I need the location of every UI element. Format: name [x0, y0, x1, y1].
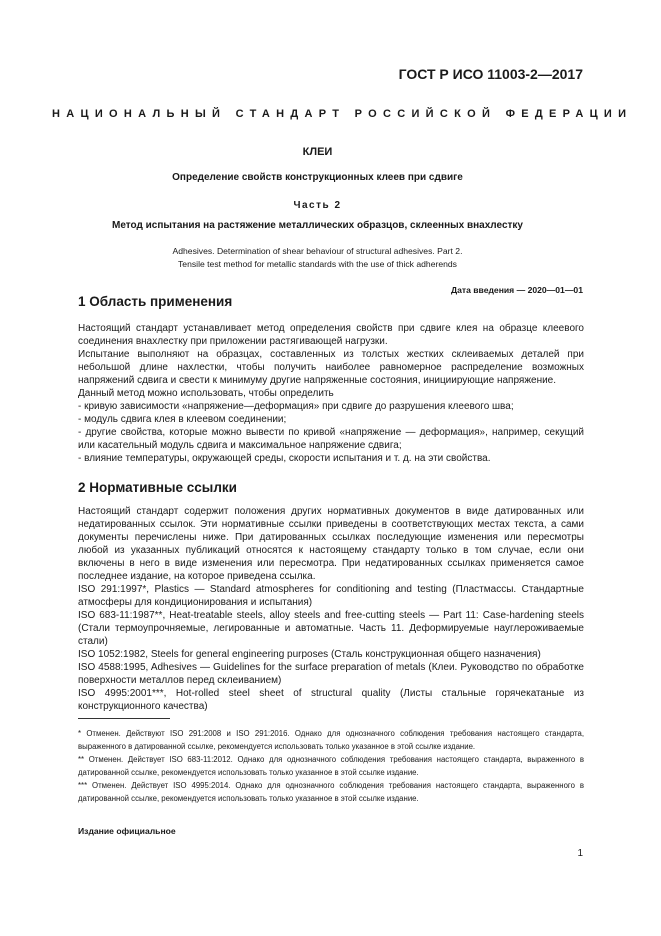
- title-part: Часть 2: [293, 200, 342, 211]
- title-english: [52, 245, 583, 271]
- document-number: ГОСТ Р ИСО 11003-2—2017: [398, 66, 583, 82]
- footnote-divider: [78, 718, 170, 719]
- title-english-line-1: Adhesives. Determination of shear behaviour of structural adhesives. Part 2.: [172, 246, 463, 256]
- page-number: 1: [577, 848, 583, 859]
- footnote: ** Отменен. Действует ISO 683-11:2012. Однако для однозначного соблюдения требования настоящего стандарта, выраженного в датированной ссылке, рекомендуется использовать только указанное в этой ссылке издание.: [78, 755, 584, 777]
- reference-item: ISO 4995:2001***, Hot-rolled steel sheet of structural quality (Листы стальные горячекатаные из конструкционного качества): [78, 688, 584, 712]
- list-item: - другие свойства, которые можно вывести по кривой «напряжение — деформация», например, секущий или касательный модуль сдвига и максимальное напряжение сдвига;: [78, 427, 584, 451]
- footnote: *** Отменен. Действует ISO 4995:2014. Однако для однозначного соблюдения требования настоящего стандарта, выраженного в датированной ссылке, рекомендуется использовать только указанное в этой ссылке издание.: [78, 781, 584, 803]
- list-item: - модуль сдвига клея в клеевом соединении;: [78, 414, 287, 425]
- section-2-heading: 2 Нормативные ссылки: [78, 480, 237, 495]
- title-english-line-2: Tensile test method for metallic standards with the use of thick adherends: [178, 259, 457, 269]
- reference-item: ISO 1052:1982, Steels for general engineering purposes (Сталь конструкционная общего назначения): [78, 649, 541, 660]
- section-1-heading: 1 Область применения: [78, 294, 233, 309]
- footnote: * Отменен. Действуют ISO 291:2008 и ISO 291:2016. Однако для однозначного соблюдения требования настоящего стандарта, выраженного в датированной ссылке, рекомендуется использовать только указанное в этой ссылке издание.: [78, 729, 584, 751]
- paragraph: Настоящий стандарт содержит положения других нормативных документов в виде датированных или недатированных ссылок. Эти нормативные ссылки приведены в соответствующих местах текста, а сами документы перечислены ниже. При датированных ссылках последующие изменения или пересмотры любой из указанных публикаций относятся к настоящему стандарту только в том случае, если они включены в него в виде изменения или пересмотра. При недатированных ссылках применяется самое последнее издание, на которое приведена ссылка.: [78, 506, 584, 582]
- title-subtitle: Определение свойств конструкционных клеев при сдвиге: [172, 172, 463, 183]
- footnotes: [78, 727, 584, 805]
- list-item: - кривую зависимости «напряжение—деформация» при сдвиге до разрушения клеевого шва;: [78, 401, 514, 412]
- introduction-date: Дата введения — 2020—01—01: [450, 285, 583, 295]
- national-standard-banner: НАЦИОНАЛЬНЫЙ СТАНДАРТ РОССИЙСКОЙ ФЕДЕРАЦИИ: [52, 108, 633, 120]
- section-1-body: [78, 322, 584, 465]
- paragraph: Испытание выполняют на образцах, составленных из толстых жестких склеиваемых деталей при небольшой длине нахлестки, чтобы получить наиболее равномерное распределение возможных напряжений сдвига и свести к минимуму другие напряженные состояния, инициирующие напряжение.: [78, 349, 584, 386]
- paragraph: Данный метод можно использовать, чтобы определить: [78, 388, 334, 399]
- reference-item: ISO 4588:1995, Adhesives — Guidelines for the surface preparation of metals (Клеи. Руководство по обработке поверхности металлов перед склеиванием): [78, 662, 584, 686]
- list-item: - влияние температуры, окружающей среды, скорости испытания и т. д. на эти свойства.: [78, 453, 491, 464]
- paragraph: Настоящий стандарт устанавливает метод определения свойств при сдвиге клея на образце клеевого соединения внахлестку при приложении растягивающей нагрузки.: [78, 323, 584, 347]
- reference-item: ISO 291:1997*, Plastics — Standard atmospheres for conditioning and testing (Пластмассы. Стандартные атмосферы для кондиционирования и испытания): [78, 584, 584, 608]
- official-edition-label: Издание официальное: [78, 826, 176, 836]
- reference-item: ISO 683-11:1987**, Heat-treatable steels, alloy steels and free-cutting steels — Part 11: Case-hardening steels (Стали термоупрочняемые, легированные и автоматные. Часть 11. Деформируемые науглероживаемые стали): [78, 610, 584, 647]
- title-method: Метод испытания на растяжение металлических образцов, склеенных внахлестку: [112, 220, 523, 231]
- section-2-body: [78, 505, 584, 713]
- title-main: КЛЕИ: [302, 146, 333, 158]
